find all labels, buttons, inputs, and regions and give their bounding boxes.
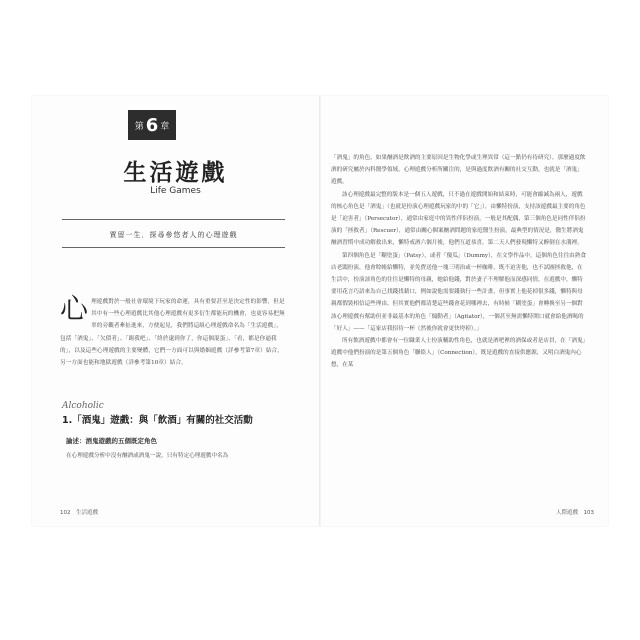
right-paragraph: 第四個角色是「糊塗蛋」（Patsy），或者「傻瓜」（Dummy），在文學作品中，這個角色往往由熟食店老闆扮演，他會賒帳給懶特，並免費送他一塊三明治或一杯咖啡，既不迫害他，也不試圖拯救他，在生活中，扮演該角色的往往是懶特的母親，她給他錢，對於妻子不理解他而深感同情，在遊戲中，懶特要用花言巧語來為自己找錢找藉口，例如說他需要錢執行一些計畫，但事實上他花掉很多錢，懶特與母親都假裝相信這些理由，但其實他們都清楚這些錢會花到哪裡去，有時候「糊塗蛋」會轉換至另一個對該心理遊戲有幫助但並非最基本的角色「煽動者」（Agitator），一個甚至無需懶特開口就會給他酒喝的「好人」——「這家店我招待一杯（然後你就會更快垮掉）。」 [331,252,586,332]
left-page [32,96,319,526]
right-paragraph: 所有飲酒遊戲中都會有一位職業人士扮演輔助性角色，也就是酒吧裡的酒保或者是店員，在「酒鬼」遊戲中他們扮演的是第五個角色「聯絡人」（Connection），既是遊戲的直接供應源，又明白酒鬼內心想，在某 [331,338,586,369]
chapter-suffix: 章 [160,121,170,132]
intro-text: 理遊戲對於一般社會環境下玩家的命運，具有重要甚至是決定性的影響，但是其中有一些心理遊戲比其他心理遊戲有更多衍生都能玩的機會，也更容易把無辜的旁觀者牽扯進來，方便起見，我們將這組心理遊戲命名為「生活遊戲」，包括「酒鬼」、「欠債者」、「踢我吧」、「終於逮到你了，你這個混蛋」、「看，都是你逼我的」，以及這些心理遊戲的主要變體，它們一方面可以與婚姻遊戲（詳參考第7章）結合，另一方面也能和地獄遊戲（詳參考第10章）結合。 [60,299,285,367]
bottom-rule [62,247,285,248]
sub-heading: 論述：酒鬼遊戲的五個既定角色 [66,437,157,445]
right-page [321,96,608,526]
section-script-word: Alcoholic [62,401,104,411]
right-paragraph: 「酒鬼」的角色，如果酗酒是飲酒的主要原因是生物化學或生理異常（這一點仍有待研究），那麼過度飲酒的研究屬於內科醫學領域，心理遊戲分析所關注的，是與過度飲酒有關的社交互動，也就是「酒鬼」遊戲。 [331,155,586,186]
book-spread [32,96,608,526]
right-body [331,152,587,372]
intro-paragraph [60,292,286,369]
left-footer: 102 生活遊戲 [60,510,98,516]
top-rule [62,219,285,220]
chapter-subtitle: Life Games [150,186,201,196]
chapter-prefix: 第 [134,121,144,132]
chapter-title: 生活遊戲 [123,159,228,186]
chapter-badge [128,110,176,140]
right-footer: 人際遊戲 103 [556,510,594,516]
right-paragraph: 該心理遊戲最完整的版本是一個五人遊戲，只不過在遊戲開始和結束時，可能會縮減為兩人，遊戲的核心角色是「酒鬼」（也就是扮演心理遊戲玩家的中的「它」），由懶特扮演，支持該遊戲最主要的角色是「迫害者」（Persecutor），通常由家庭中的異性伴侶扮演，一般是其配偶，第三個角色是同性伴侶扮演的「拯救者」（Rescuer），通常由關心個案酗酒問題的家庭醫生扮演，最典型的情況是，醫生將酒鬼酗酒習慣中成功解救出來，懶特戒酒六個月後，他們互道恭喜，第二天人們發現懶特又醉倒在水溝裡。 [331,191,586,247]
chapter-number: 6 [145,114,159,136]
section-heading: 1.「酒鬼」遊戲：與「飲酒」有關的社交活動 [62,415,253,426]
drop-cap: 心 [60,292,89,325]
sub-body-text: 在心理遊戲分析中沒有酗酒或酒鬼一說，只有特定心理遊戲中名為 [66,453,229,459]
chapter-tagline: 賈留一生．探尋參悠者人的心理遊戲 [109,231,238,239]
